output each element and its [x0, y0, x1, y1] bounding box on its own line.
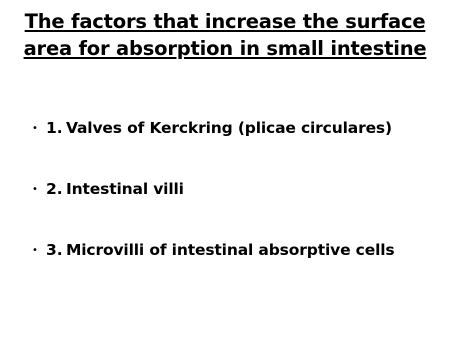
bullet-list	[32, 118, 442, 261]
item-number: 1.	[46, 119, 63, 137]
slide-title: The factors that increase the surface area for absorption in small intestine	[23, 10, 427, 60]
list-item	[32, 240, 442, 261]
item-number: 3.	[46, 241, 63, 259]
item-text: Intestinal villi	[66, 180, 184, 198]
list-item	[32, 179, 442, 200]
item-text: Microvilli of intestinal absorptive cells	[66, 241, 395, 259]
bullet-icon: •	[32, 123, 38, 134]
list-item	[32, 118, 442, 139]
item-number: 2.	[46, 180, 63, 198]
bullet-icon: •	[32, 245, 38, 256]
bullet-icon: •	[32, 184, 38, 195]
item-text: Valves of Kerckring (plicae circulares)	[66, 119, 392, 137]
